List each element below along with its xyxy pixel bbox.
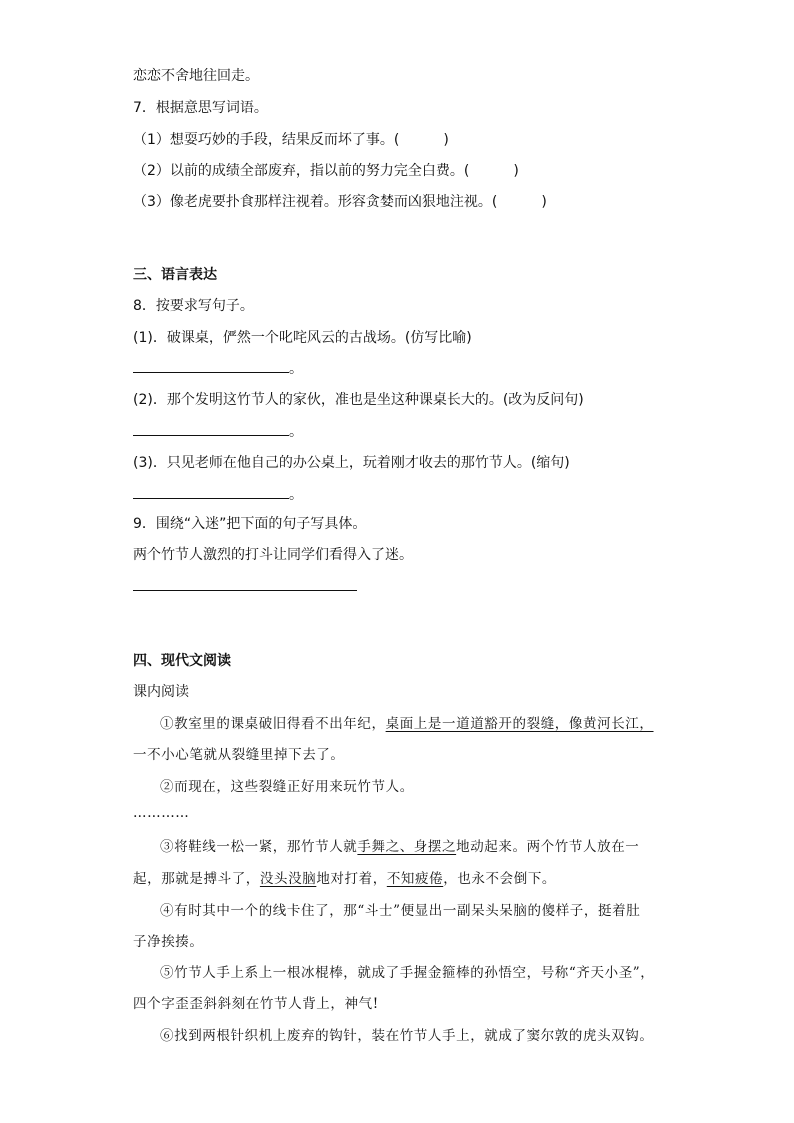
paragraph-4: ④有时其中一个的线卡住了，那“斗士”便显出一副呆头呆脑的傻样子，挺着肚 <box>160 903 641 919</box>
section-3-heading: 三、语言表达 <box>133 267 217 283</box>
paragraph-5: ⑤竹节人手上系上一根冰棍棒，就成了手握金箍棒的孙悟空，号称“齐天小圣”， <box>160 965 655 981</box>
paragraph-5-cont: 四个字歪歪斜斜刻在竹节人背上，神气! <box>133 996 379 1012</box>
text-line: 恋恋不舍地往回走。 <box>133 68 259 84</box>
question-9: 9．围绕“入迷”把下面的句子写具体。 <box>133 516 367 532</box>
paragraph-2: ②而现在，这些裂缝正好用来玩竹节人。 <box>160 779 414 795</box>
question-7-2: （2）以前的成绩全部废弃，指以前的努力完全白费。( ) <box>133 163 519 179</box>
question-8-1: (1)．破课桌，俨然一个叱咤风云的古战场。(仿写比喻) <box>133 330 472 346</box>
question-9-sentence: 两个竹节人激烈的打斗让同学们看得入了迷。 <box>133 547 413 563</box>
answer-blank-8-2[interactable]: 。 <box>133 421 303 442</box>
subheading: 课内阅读 <box>133 684 189 700</box>
answer-blank-8-1[interactable]: 。 <box>133 358 303 379</box>
paragraph-4-cont: 子净挨揍。 <box>133 934 204 950</box>
section-4-heading: 四、现代文阅读 <box>133 653 231 669</box>
question-7: 7．根据意思写词语。 <box>133 100 268 116</box>
paragraph-6: ⑥找到两根针织机上废弃的钩针，装在竹节人手上，就成了窦尔敦的虎头双钩。 <box>160 1028 654 1044</box>
question-7-1: （1）想耍巧妙的手段，结果反而坏了事。( ) <box>133 132 449 148</box>
question-8-2: (2)．那个发明这竹节人的家伙，准也是坐这种课桌长大的。(改为反问句) <box>133 392 584 408</box>
paragraph-3-cont: 起，那就是搏斗了，没头没脑地对打着，不知疲倦，也永不会倒下。 <box>133 871 557 887</box>
ellipsis: ………… <box>133 805 190 821</box>
question-7-3: （3）像老虎要扑食那样注视着。形容贪婪而凶狠地注视。( ) <box>133 194 547 210</box>
paragraph-1-cont: 一不小心笔就从裂缝里掉下去了。 <box>133 747 345 763</box>
paragraph-3: ③将鞋线一松一紧，那竹节人就手舞之、身摆之地动起来。两个竹节人放在一 <box>160 839 640 855</box>
paragraph-1: ①教室里的课桌破旧得看不出年纪，桌面上是一道道豁开的裂缝，像黄河长江， <box>160 716 654 732</box>
answer-blank-8-3[interactable]: 。 <box>133 484 303 505</box>
question-8-3: (3)．只见老师在他自己的办公桌上，玩着刚才收去的那竹节人。(缩句) <box>133 455 570 471</box>
answer-blank-9[interactable] <box>133 590 357 591</box>
question-8: 8．按要求写句子。 <box>133 298 254 314</box>
